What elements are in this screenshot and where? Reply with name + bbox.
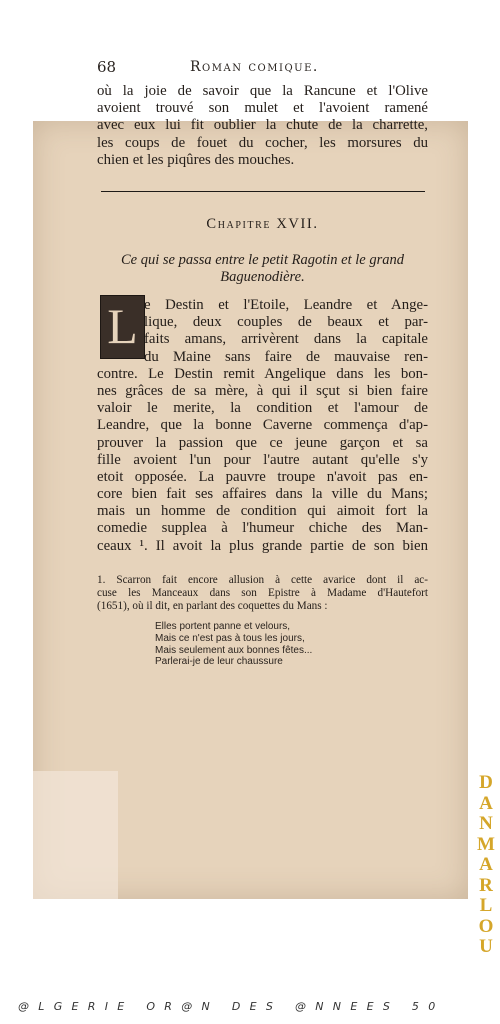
text-line: du Maine sans faire de mauvaise ren- bbox=[144, 348, 428, 365]
watermark-letter: O bbox=[478, 915, 494, 937]
text-line: e Destin et l'Etoile, Leandre et Ange- bbox=[144, 297, 428, 313]
text-line: comedie supplea à l'humeur chiche des Man- bbox=[97, 520, 428, 537]
running-title: Roman comique. bbox=[190, 59, 319, 75]
text-line: lique, deux couples de beaux et par- bbox=[144, 314, 428, 331]
subtitle-line: Ce qui se passa entre le petit Ragotin et le grand bbox=[121, 252, 404, 268]
footnote-line: (1651), où il dit, en parlant des coquettes du Mans : bbox=[97, 600, 328, 612]
text-line: contre. Le Destin remit Angelique dans les bon- bbox=[97, 365, 428, 382]
verse-line: Mais seulement aux bonnes fêtes... bbox=[155, 644, 313, 656]
watermark-letter: A bbox=[479, 792, 493, 814]
text-line: ceaux ¹. Il avoit la plus grande partie de son bien bbox=[97, 537, 428, 554]
top-paragraph bbox=[97, 83, 428, 169]
footnote-line: cuse les Manceaux dans son Epistre à Madame d'Hautefort bbox=[97, 587, 428, 599]
text-line: avoient trouvé son mulet et l'avoient ramené bbox=[97, 100, 428, 117]
chapter-heading: Chapitre XVII. bbox=[206, 216, 319, 232]
verse-line: Elles portent panne et velours, bbox=[155, 621, 291, 632]
footnote-line: 1. Scarron fait encore allusion à cette avarice dont il ac- bbox=[97, 574, 428, 586]
quoted-verses bbox=[155, 621, 415, 668]
footnote bbox=[97, 574, 428, 613]
page-number: 68 bbox=[97, 58, 117, 76]
watermark-letter: U bbox=[479, 936, 493, 957]
verse-line: Mais ce n'est pas à tous les jours, bbox=[155, 632, 305, 644]
verse-line: Parlerai-je de leur chaussure bbox=[155, 656, 283, 668]
text-line: fille avoient l'un pour l'autre autant qu'elle s'y bbox=[97, 451, 428, 468]
text-line: nes grâces de sa mère, à qui il sçut si bien faire bbox=[97, 382, 428, 399]
text-line: faits amans, arrivèrent dans la capitale bbox=[144, 331, 428, 348]
text-line: les coups de fouet du cocher, les morsures du bbox=[97, 134, 428, 151]
footer-banner: @LGERIE OR@N DES @NNEES 50 bbox=[18, 1000, 445, 1013]
text-line: etoit opposée. La pauvre troupe n'avoit pas en- bbox=[97, 468, 428, 485]
text-line: Leandre, que la bonne Caverne commença d'ap- bbox=[97, 417, 428, 434]
ornate-dropcap: L bbox=[100, 295, 145, 359]
watermark-letter: A bbox=[479, 854, 493, 875]
vertical-watermark bbox=[474, 773, 498, 985]
watermark-letter: R bbox=[479, 874, 493, 896]
text-line: core bien fait ses affaires dans la ville du Mans; bbox=[97, 486, 428, 503]
chapter-subtitle bbox=[97, 252, 428, 286]
watermark-letter: N bbox=[479, 813, 493, 834]
text-line: avec eux lui fit oublier la chute de la charrette, bbox=[97, 117, 428, 134]
watermark-letter: M bbox=[477, 833, 495, 855]
text-line: mais un homme de condition qui aimoit fort la bbox=[97, 503, 428, 520]
text-line: valoir le merite, la condition et l'amour de bbox=[97, 400, 428, 417]
watermark-letter: L bbox=[479, 895, 493, 916]
chapter-body bbox=[97, 297, 428, 555]
text-line: chien et les piqûres des mouches. bbox=[97, 151, 295, 168]
page-header bbox=[97, 58, 427, 80]
chapter-divider bbox=[101, 191, 425, 192]
text-line: prouver la passion que ce jeune garçon et sa bbox=[97, 434, 428, 451]
subtitle-line: Baguenodière. bbox=[220, 269, 305, 285]
watermark-letter: D bbox=[479, 772, 493, 793]
text-line: où la joie de savoir que la Rancune et l'Olive bbox=[97, 83, 428, 99]
paper-stain bbox=[33, 771, 118, 899]
